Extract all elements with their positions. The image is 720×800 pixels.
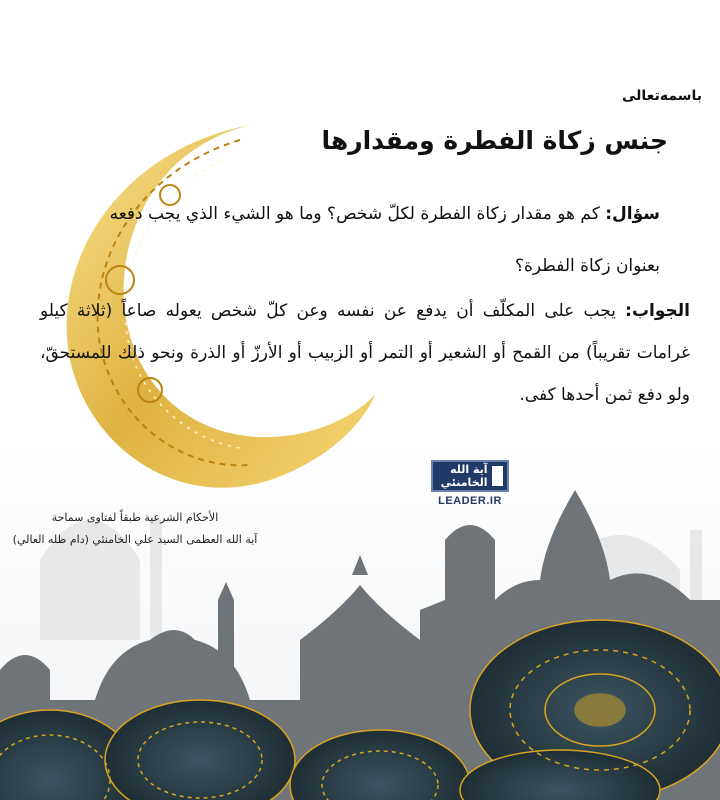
leader-logo [431, 460, 509, 507]
source-line-2: آية الله العظمى السيد علي الخامنئي (دام ظله العالي) [12, 533, 258, 546]
logo-banner [431, 460, 509, 492]
source-citation [10, 507, 260, 551]
question-text: كم هو مقدار زكاة الفطرة لكلّ شخص؟ وما هو الشيء الذي يجب دفعه بعنوان زكاة الفطرة؟ [109, 204, 660, 276]
answer-text: يجب على المكلّف أن يدفع عن نفسه وعن كلّ شخص يعوله صاعاً (ثلاثة كيلو غرامات تقريباً) من القمح أو الشعير أو التمر أو الزبيب أو الأرزّ أو الذرة ونحو ذلك للمستحقّ، ولو دفع ثمن أحدها كفى. [40, 301, 690, 405]
page-title: جنس زكاة الفطرة ومقدارها [321, 126, 668, 155]
emblem-icon [492, 466, 503, 486]
basmala-heading: باسمه‌تعالی [622, 88, 702, 104]
logo-name: آية الله الخامنئي [440, 463, 488, 489]
logo-domain: LEADER.IR [438, 495, 502, 507]
question-label: سؤال: [605, 204, 660, 224]
answer-block [40, 290, 690, 416]
answer-label: الجواب: [625, 301, 690, 321]
source-line-1: الأحكام الشرعية طبقاً لفتاوى سماحة [51, 511, 219, 524]
question-block [100, 188, 660, 292]
